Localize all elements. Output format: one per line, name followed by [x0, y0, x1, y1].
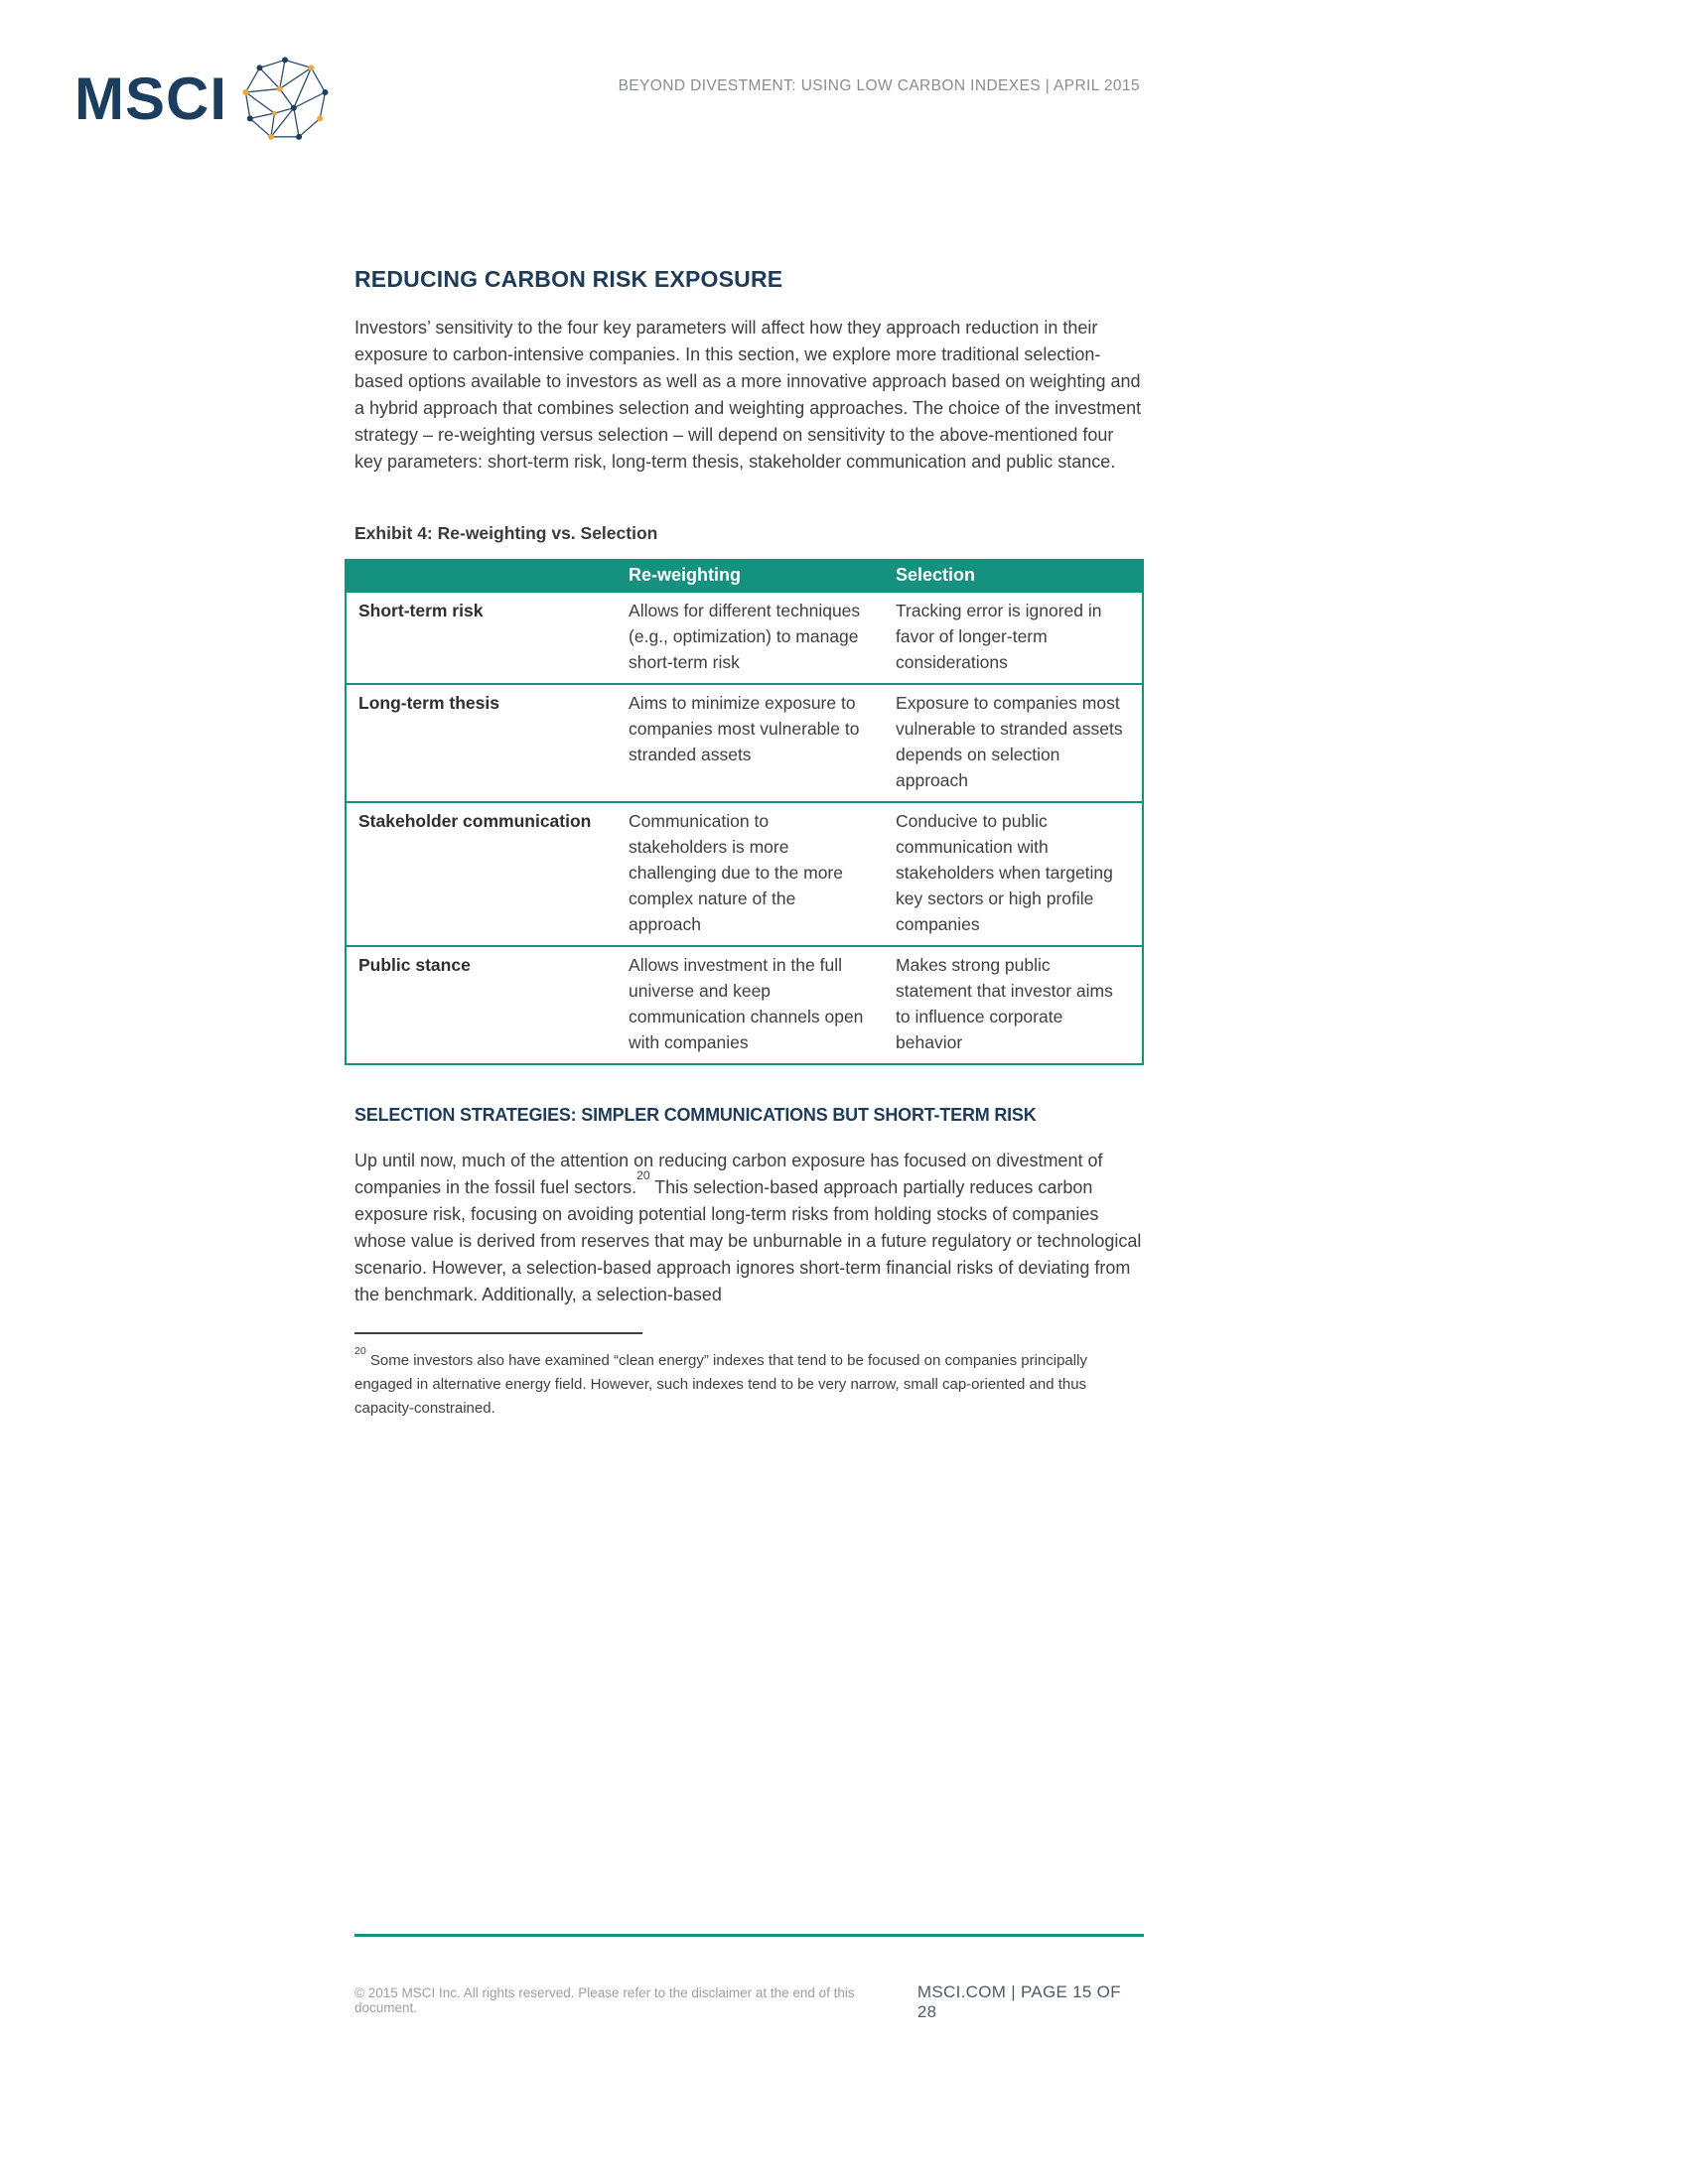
column-header-selection: Selection — [884, 560, 1143, 592]
row-label: Stakeholder communication — [346, 802, 617, 946]
table-row — [346, 684, 1143, 802]
footnote-divider — [354, 1332, 642, 1334]
table-header-row — [346, 560, 1143, 592]
page-number: MSCI.COM | PAGE 15 OF 28 — [916, 1982, 1121, 2021]
cell-reweighting: Allows for different techniques (e.g., optimization) to manage short-term risk — [617, 592, 884, 684]
body-paragraph — [354, 1148, 1144, 1308]
cell-selection: Makes strong public statement that investor aims to influence corporate behavior — [884, 946, 1143, 1064]
msci-logo — [74, 52, 329, 147]
cell-reweighting: Aims to minimize exposure to companies most vulnerable to stranded assets — [617, 684, 884, 802]
copyright-text: © 2015 MSCI Inc. All rights reserved. Please refer to the disclaimer at the end of this document. — [354, 1985, 855, 2015]
cell-selection: Tracking error is ignored in favor of longer-term considerations — [884, 592, 1143, 684]
row-label: Long-term thesis — [346, 684, 617, 802]
cell-selection: Exposure to companies most vulnerable to stranded assets depends on selection approach — [884, 684, 1143, 802]
column-header-blank — [346, 560, 617, 592]
page-footer — [354, 1934, 1144, 2022]
footnote-text: Some investors also have examined “clean energy” indexes that tend to be focused on companies principally engaged in alternative energy field. However, such indexes tend to be very narrow, small cap-oriented and thus capacity-constrained. — [354, 1352, 1087, 1417]
column-header-reweighting: Re-weighting — [617, 560, 884, 592]
cell-selection: Conducive to public communication with stakeholders when targeting key sectors or high profile companies — [884, 802, 1143, 946]
table-row — [346, 802, 1143, 946]
row-label: Short-term risk — [346, 592, 617, 684]
cell-reweighting: Communication to stakeholders is more challenging due to the more complex nature of the approach — [617, 802, 884, 946]
footnote-reference: 20 — [636, 1168, 650, 1182]
table-row — [346, 592, 1143, 684]
footnote-marker: 20 — [354, 1345, 366, 1357]
exhibit-caption: Exhibit 4: Re-weighting vs. Selection — [354, 523, 658, 543]
exhibit-table — [345, 559, 1144, 1065]
page-content — [354, 0, 1144, 1421]
footer-divider — [354, 1934, 1144, 1937]
section-heading: SELECTION STRATEGIES: SIMPLER COMMUNICATIONS BUT SHORT-TERM RISK — [354, 1105, 1037, 1125]
msci-network-icon — [241, 56, 329, 143]
row-label: Public stance — [346, 946, 617, 1064]
intro-paragraph: Investors’ sensitivity to the four key parameters will affect how they approach reduction in their exposure to carbon-intensive companies. In this section, we explore more traditional selection-based options available to investors as well as a more innovative approach based on weighting and a hybrid approach that combines selection and weighting approaches. The choice of the investment strategy – re-weighting versus selection – will depend on sensitivity to the above-mentioned four key parameters: short-term risk, long-term thesis, stakeholder communication and public stance. — [354, 318, 1142, 472]
body-paragraph-part2: This selection-based approach partially reduces carbon exposure risk, focusing on avoiding potential long-term risks from holding stocks of companies whose value is derived from reserves that may be unburnable in a future regulatory or technological scenario. However, a selection-based approach ignores short-term financial risks of deviating from the benchmark. Additionally, a selection-based — [354, 1177, 1142, 1304]
cell-reweighting: Allows investment in the full universe and keep communication channels open with companies — [617, 946, 884, 1064]
footnote — [354, 1344, 1144, 1421]
table-row — [346, 946, 1143, 1064]
body-paragraph-part1: Up until now, much of the attention on reducing carbon exposure has focused on divestment of companies in the fossil fuel sectors. — [354, 1151, 1103, 1197]
msci-logo-text: MSCI — [74, 66, 227, 132]
document-header-title: BEYOND DIVESTMENT: USING LOW CARBON INDEXES | APRIL 2015 — [618, 77, 1140, 94]
page-title: REDUCING CARBON RISK EXPOSURE — [354, 266, 783, 292]
